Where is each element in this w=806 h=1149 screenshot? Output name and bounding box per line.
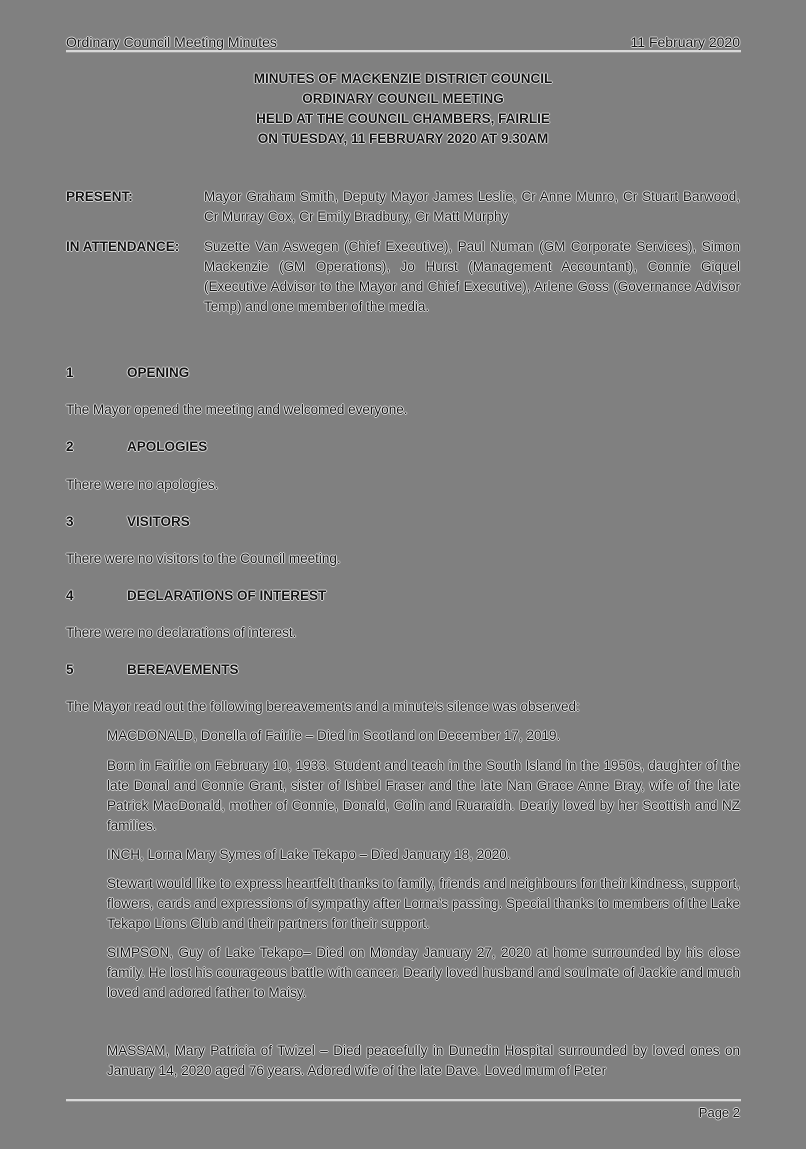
bereavement-notice: MACDONALD, Donella of Fairlie – Died in Scotland on December 17, 2019. — [107, 728, 561, 743]
attendance-label: IN ATTENDANCE: — [66, 239, 180, 254]
footer-divider — [66, 1099, 741, 1102]
section-number: 3 — [66, 514, 74, 529]
section-heading-apologies — [66, 437, 740, 457]
page-header — [66, 30, 740, 50]
bereavement-notice: SIMPSON, Guy of Lake Tekapo– Died on Monday January 27, 2020 at home surrounded by his close family. He lost his courageous battle with cancer. Dearly loved husband and soulmate of Jackie and much loved and adored father to Maisy. — [107, 945, 740, 1000]
minutes-title — [66, 69, 740, 149]
section-number: 1 — [66, 365, 74, 380]
attendance-block — [66, 237, 740, 317]
title-line: ORDINARY COUNCIL MEETING — [302, 91, 504, 106]
document-title: Ordinary Council Meeting Minutes — [66, 34, 277, 50]
present-label: PRESENT: — [66, 189, 133, 204]
section-number: 4 — [66, 588, 74, 603]
section-number: 2 — [66, 439, 74, 454]
title-line: MINUTES OF MACKENZIE DISTRICT COUNCIL — [253, 71, 553, 86]
bereavement-notice: INCH, Lorna Mary Symes of Lake Tekapo – Died January 18, 2020. — [107, 847, 511, 862]
section-heading-opening — [66, 363, 740, 383]
section-number: 5 — [66, 662, 74, 677]
section-body-visitors: There were no visitors to the Council meeting. — [66, 551, 341, 566]
bereavement-notice: MASSAM, Mary Patricia of Twizel – Died peacefully in Dunedin Hospital surrounded by loved ones on January 14, 2020 aged 76 years. Adored wife of the late Dave. Loved mum of Peter — [107, 1043, 740, 1078]
section-heading-visitors — [66, 512, 740, 532]
page-number: Page 2 — [698, 1105, 740, 1120]
title-line: ON TUESDAY, 11 FEBRUARY 2020 AT 9.30AM — [257, 131, 549, 146]
header-divider — [66, 50, 741, 53]
section-body-opening: The Mayor opened the meeting and welcomed everyone. — [66, 402, 408, 417]
section-title: BEREAVEMENTS — [127, 662, 239, 677]
section-heading-declarations — [66, 586, 740, 606]
section-heading-bereavements — [66, 660, 740, 680]
section-title: VISITORS — [127, 514, 190, 529]
section-body-apologies: There were no apologies. — [66, 477, 219, 492]
present-value: Mayor Graham Smith, Deputy Mayor James Leslie, Cr Anne Munro, Cr Stuart Barwood, Cr Murray Cox, Cr Emily Bradbury, Cr Matt Murphy — [204, 189, 740, 224]
attendance-value: Suzette Van Aswegen (Chief Executive), Paul Numan (GM Corporate Services), Simon Mackenzie (GM Operations), Jo Hurst (Management Accountant), Connie Giquel (Executive Advisor to the Mayor and Chief Executive), Arlene Goss (Governance Advisor Temp) and one member of the media. — [204, 239, 740, 314]
section-body-bereavements: The Mayor read out the following bereavements and a minute’s silence was observed: — [66, 699, 580, 714]
bereavement-notice: Stewart would like to express heartfelt thanks to family, friends and neighbours for their kindness, support, flowers, cards and expressions of sympathy after Lorna’s passing. Special thanks to members of the Lake Tekapo Lions Club and their partners for their support. — [107, 876, 740, 931]
bereavement-notice: Born in Fairlie on February 10, 1933. Student and teach in the South Island in the 1950s, daughter of the late Donal and Connie Grant, sister of Ishbel Fraser and the late Nan Grace Anne Bray, wife of the late Patrick MacDonald, mother of Connie, Donald, Colin and Ruaraidh. Dearly loved by her Scottish and NZ families. — [107, 758, 740, 833]
present-block — [66, 187, 740, 227]
section-title: APOLOGIES — [127, 439, 208, 454]
document-date: 11 February 2020 — [630, 34, 740, 50]
section-title: OPENING — [127, 365, 190, 380]
section-body-declarations: There were no declarations of interest. — [66, 625, 297, 640]
title-line: HELD AT THE COUNCIL CHAMBERS, FAIRLIE — [256, 111, 550, 126]
section-title: DECLARATIONS OF INTEREST — [127, 588, 327, 603]
